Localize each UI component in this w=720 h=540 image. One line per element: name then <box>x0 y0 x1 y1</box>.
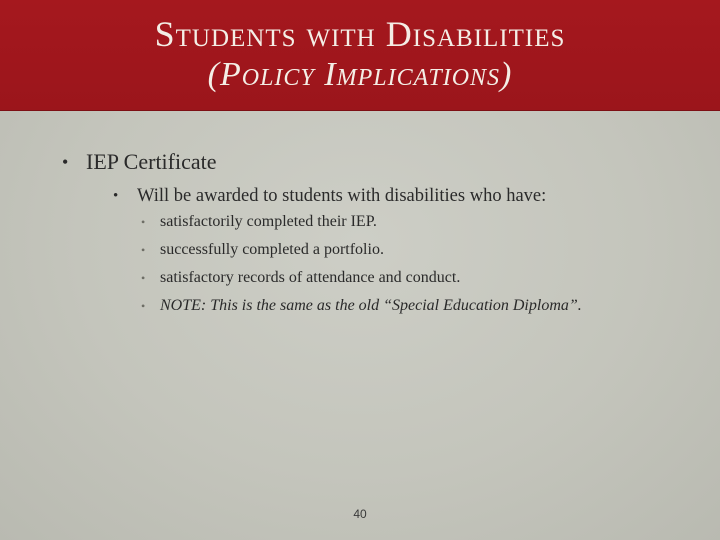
bullet-icon: • <box>62 152 69 172</box>
slide-title: Students with Disabilities <box>154 14 566 54</box>
bullet-icon: • <box>113 188 119 204</box>
bullet-level3-text: satisfactorily completed their IEP. <box>160 213 377 230</box>
bullet-icon: • <box>141 215 146 229</box>
bullet-level3-text: satisfactory records of attendance and conduct. <box>160 269 461 286</box>
bullet-level1-text: IEP Certificate <box>86 149 217 174</box>
title-bar <box>0 0 720 111</box>
page-number: 40 <box>353 507 367 521</box>
bullet-level2-text: Will be awarded to students with disabilities who have: <box>137 186 547 206</box>
bullet-icon: • <box>141 299 146 313</box>
bullet-icon: • <box>141 243 146 257</box>
bullet-level3-note-text: NOTE: This is the same as the old “Special Education Diploma”. <box>160 297 582 314</box>
slide-subtitle: (Policy Implications) <box>207 56 513 93</box>
bullet-icon: • <box>141 271 146 285</box>
bullet-level3-text: successfully completed a portfolio. <box>160 241 384 258</box>
